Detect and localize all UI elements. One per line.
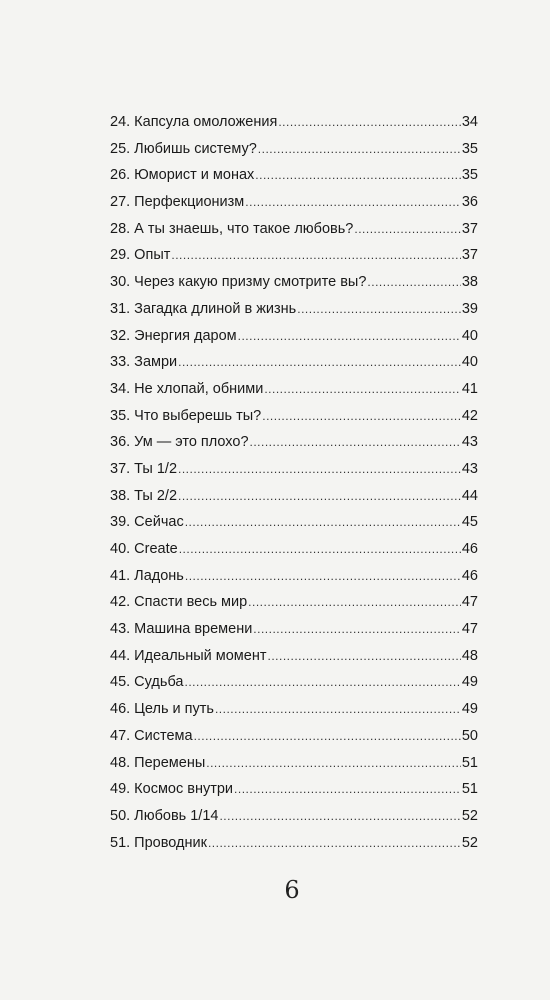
- toc-entry[interactable]: [110, 723, 478, 750]
- toc-entry-title: 40. Create: [110, 541, 178, 557]
- toc-entry-page: 47: [461, 594, 478, 611]
- toc-entry-page: 50: [461, 727, 478, 744]
- dot-leader: [219, 803, 460, 830]
- toc-entry-title: 49. Космос внутри: [110, 781, 234, 798]
- toc-entry[interactable]: [110, 429, 478, 456]
- toc-entry-title: 30. Через какую призму смотрите вы?: [110, 274, 367, 291]
- toc-entry[interactable]: [110, 376, 478, 403]
- toc-entry-page: 46: [461, 541, 478, 557]
- dot-leader: [184, 669, 460, 696]
- toc-entry[interactable]: [110, 563, 478, 590]
- toc-entry-page: 35: [461, 167, 478, 184]
- toc-entry-title: 34. Не хлопай, обними: [110, 380, 264, 397]
- dot-leader: [234, 776, 461, 803]
- toc-entry[interactable]: [110, 750, 478, 777]
- toc-entry-page: 46: [461, 567, 478, 584]
- toc-entry[interactable]: [110, 616, 478, 643]
- dot-leader: [171, 242, 460, 269]
- toc-entry-page: 49: [461, 674, 478, 691]
- toc-entry-title: 43. Машина времени: [110, 621, 253, 638]
- toc-entry-page: 42: [461, 407, 478, 424]
- toc-entry-page: 37: [461, 247, 478, 264]
- dot-leader: [250, 429, 461, 456]
- toc-entry[interactable]: [110, 349, 478, 376]
- dot-leader: [185, 509, 461, 536]
- toc-entry-title: 35. Что выберешь ты?: [110, 407, 262, 424]
- toc-entry-page: 34: [461, 114, 478, 130]
- toc-entry-page: 52: [461, 807, 478, 824]
- toc-entry[interactable]: [110, 536, 478, 563]
- dot-leader: [367, 269, 460, 296]
- toc-entry[interactable]: [110, 456, 478, 483]
- toc-entry-title: 31. Загадка длиной в жизнь: [110, 300, 297, 317]
- toc-entry[interactable]: [110, 776, 478, 803]
- toc-entry-page: 43: [461, 434, 478, 451]
- toc-entry[interactable]: [110, 509, 478, 536]
- toc-entry[interactable]: [110, 403, 478, 430]
- dot-leader: [208, 830, 461, 857]
- toc-entry[interactable]: [110, 589, 478, 616]
- toc-entry-title: 29. Опыт: [110, 247, 171, 264]
- toc-entry-page: 41: [461, 380, 478, 397]
- toc-entry-title: 38. Ты 2/2: [110, 487, 178, 504]
- toc-entry-page: 35: [461, 140, 478, 157]
- toc-entry-title: 47. Система: [110, 727, 193, 744]
- toc-entry-page: 47: [461, 621, 478, 638]
- toc-entry-title: 24. Капсула омоложения: [110, 114, 278, 130]
- dot-leader: [178, 483, 461, 510]
- toc-entry-title: 36. Ум — это плохо?: [110, 434, 249, 451]
- dot-leader: [194, 723, 461, 750]
- toc-entry[interactable]: [110, 242, 478, 269]
- toc-entry-title: 39. Сейчас: [110, 514, 184, 531]
- toc-entry-page: 40: [461, 327, 478, 344]
- toc-entry-title: 50. Любовь 1/14: [110, 807, 219, 824]
- dot-leader: [255, 162, 461, 189]
- dot-leader: [248, 589, 461, 616]
- toc-entry-title: 32. Энергия даром: [110, 327, 237, 344]
- toc-entry[interactable]: [110, 669, 478, 696]
- toc-entry-title: 51. Проводник: [110, 834, 207, 851]
- toc-entry-title: 48. Перемены: [110, 754, 206, 771]
- toc-entry-page: 48: [461, 647, 478, 664]
- toc-entry[interactable]: [110, 696, 478, 723]
- toc-entry-page: 38: [461, 274, 478, 291]
- toc-entry-title: 33. Замри: [110, 354, 178, 371]
- toc-entry-title: 28. А ты знаешь, что такое любовь?: [110, 220, 354, 237]
- dot-leader: [185, 563, 461, 590]
- toc-entry[interactable]: [110, 269, 478, 296]
- dot-leader: [297, 296, 461, 323]
- toc-entry[interactable]: [110, 643, 478, 670]
- toc-entry-title: 42. Спасти весь мир: [110, 594, 248, 611]
- toc-entry[interactable]: [110, 803, 478, 830]
- toc-entry[interactable]: [110, 830, 478, 857]
- table-of-contents: [110, 109, 478, 856]
- toc-entry-title: 26. Юморист и монах: [110, 167, 255, 184]
- dot-leader: [278, 109, 461, 136]
- toc-entry-title: 27. Перфекционизм: [110, 194, 245, 211]
- toc-entry-page: 36: [461, 194, 478, 211]
- toc-entry[interactable]: [110, 323, 478, 350]
- toc-entry-title: 44. Идеальный момент: [110, 647, 267, 664]
- toc-entry-page: 40: [461, 354, 478, 371]
- toc-entry[interactable]: [110, 296, 478, 323]
- toc-entry-page: 51: [461, 754, 478, 771]
- dot-leader: [178, 349, 461, 376]
- toc-entry-title: 25. Любишь систему?: [110, 140, 257, 157]
- toc-entry-page: 44: [461, 487, 478, 504]
- toc-entry[interactable]: [110, 162, 478, 189]
- dot-leader: [264, 376, 461, 403]
- dot-leader: [178, 456, 461, 483]
- toc-entry[interactable]: [110, 136, 478, 163]
- toc-entry[interactable]: [110, 216, 478, 243]
- dot-leader: [206, 750, 461, 777]
- toc-entry-title: 46. Цель и путь: [110, 701, 214, 718]
- toc-entry-page: 39: [461, 300, 478, 317]
- page-number: 6: [284, 876, 300, 904]
- dot-leader: [215, 696, 461, 723]
- toc-entry-title: 41. Ладонь: [110, 567, 184, 584]
- toc-entry[interactable]: [110, 483, 478, 510]
- toc-entry-title: 45. Судьба: [110, 674, 184, 691]
- toc-entry-page: 52: [461, 834, 478, 851]
- toc-entry[interactable]: [110, 109, 478, 136]
- dot-leader: [238, 323, 461, 350]
- dot-leader: [253, 616, 461, 643]
- dot-leader: [245, 189, 461, 216]
- dot-leader: [267, 643, 460, 670]
- toc-entry-page: 43: [461, 460, 478, 477]
- dot-leader: [262, 403, 461, 430]
- toc-entry-page: 37: [461, 220, 478, 237]
- dot-leader: [354, 216, 460, 243]
- dot-leader: [258, 136, 461, 163]
- toc-entry-page: 51: [461, 781, 478, 798]
- toc-entry-title: 37. Ты 1/2: [110, 460, 178, 477]
- toc-entry[interactable]: [110, 189, 478, 216]
- toc-entry-page: 49: [461, 701, 478, 718]
- dot-leader: [179, 536, 461, 563]
- toc-entry-page: 45: [461, 514, 478, 531]
